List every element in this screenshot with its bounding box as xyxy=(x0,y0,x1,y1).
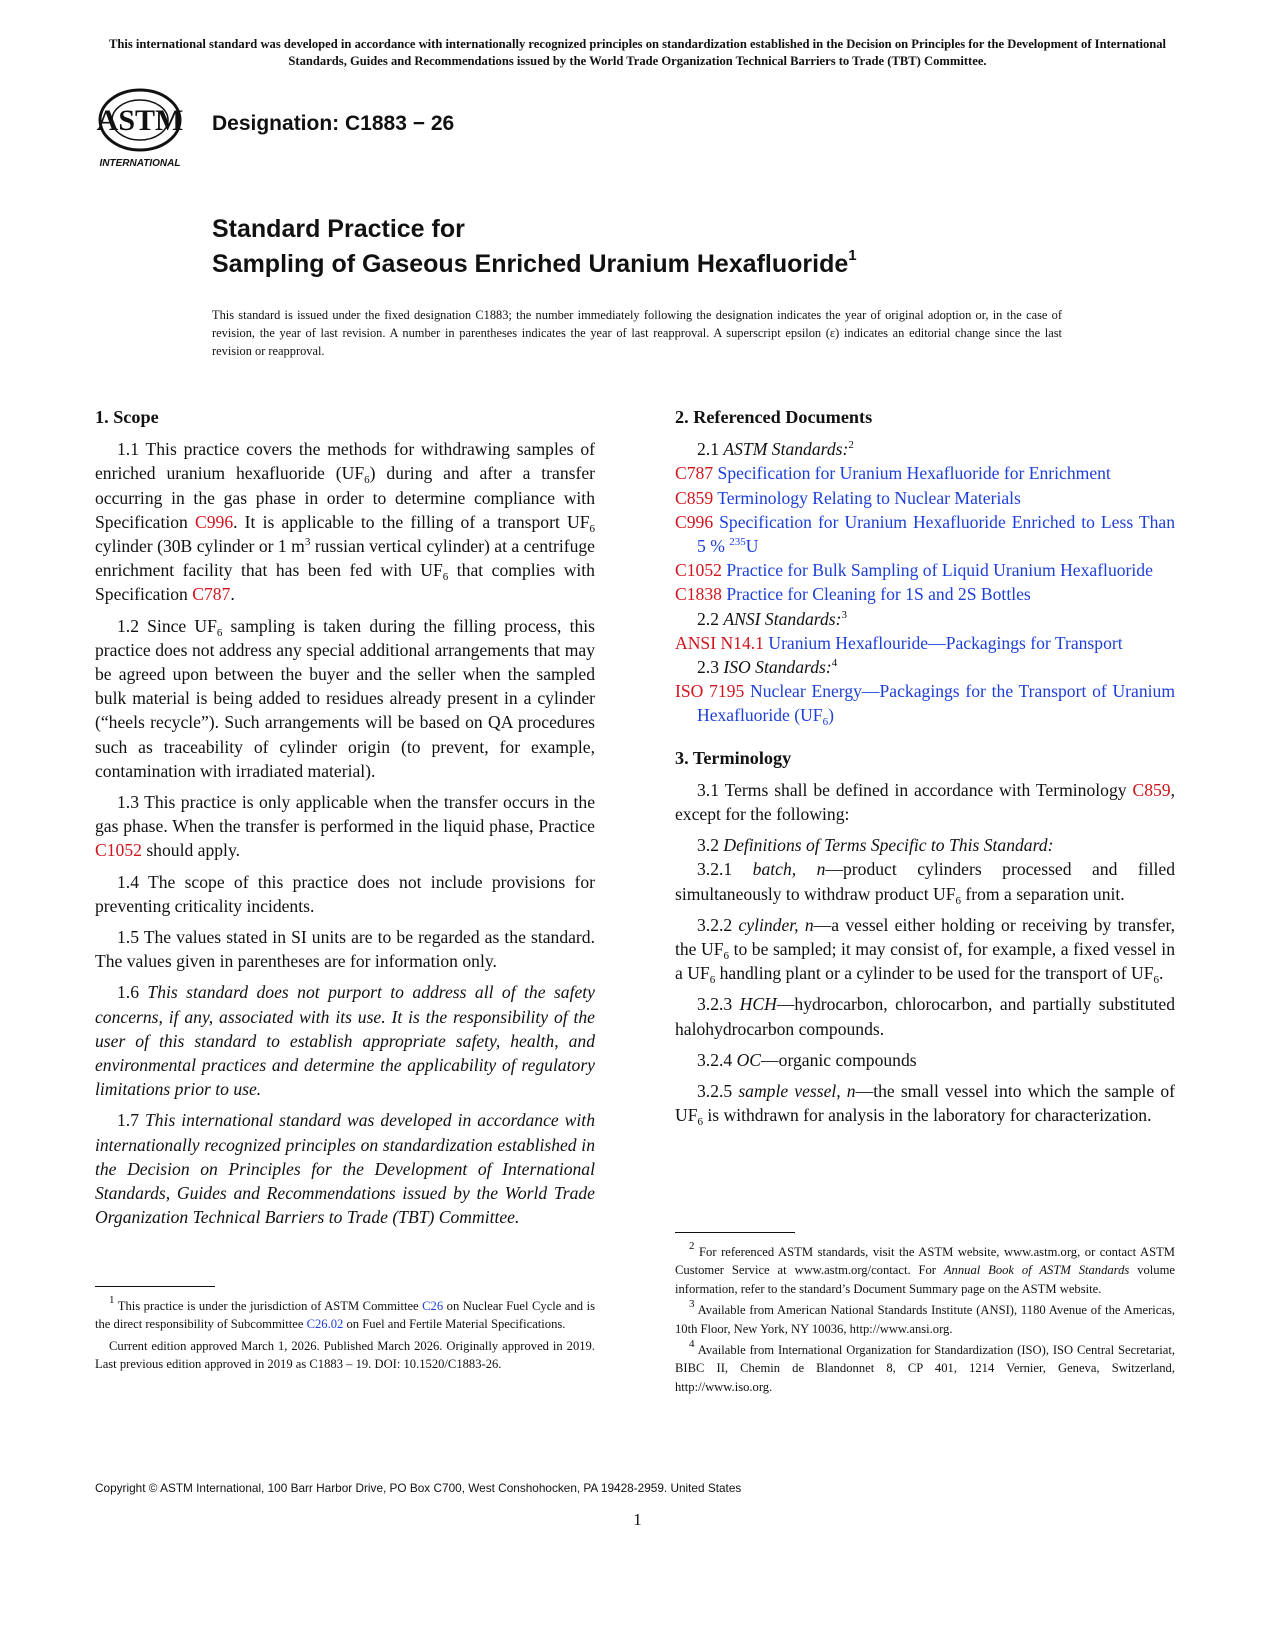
reference-iso-7195[interactable]: ISO 7195 Nuclear Energy—Packagings for the Transport of Uranium Hexafluoride $(UF_6)$ xyxy=(675,681,1176,729)
footnote-3: $^3$ Available from American National Standards Institute (ANSI), 1180 Avenue of the Americas, 10th Floor, New York, NY 10036, http://www.ansi.org. xyxy=(675,1298,1175,1336)
copyright-notice: Copyright © ASTM International, 100 Barr Harbor Drive, PO Box C700, West Conshohocken, PA 19428-2959. United States xyxy=(95,1481,742,1495)
paragraph-1-4: 1.4 The scope of this practice does not include provisions for preventing criticality incidents. xyxy=(95,871,595,916)
top-notice: This international standard was developed in accordance with internationally recognized principles on standardization established in the Decision on Principles for the Development of International Standards, Guides and Recommendations issued by the World Trade Organization Technical Barriers to Trade (TBT) Committee. xyxy=(108,37,1167,68)
link-c26[interactable]: C26 xyxy=(422,1299,444,1313)
reference-ansi-n14-1[interactable]: ANSI N14.1 Uranium Hexaflouride—Packagings for Transport xyxy=(675,632,1123,653)
footnote-1: $^1$ This practice is under the jurisdiction of ASTM Committee C26 on Nuclear Fuel Cycle and is the direct responsibility of Subcommittee C26.02 on Fuel and Fertile Material Specifications. xyxy=(95,1294,595,1332)
footnotes-right xyxy=(675,1232,1175,1399)
definition-cylinder: 3.2.2 cylinder, n—a vessel either holding or receiving by transfer, the $UF_6$ to be sampled; it may consist of, for example, a fixed vessel in a $UF_6$ handling plant or a cylinder to be used for the transport of $UF_6$. xyxy=(675,914,1176,987)
footnote-4: $^4$ Available from International Organization for Standardization (ISO), ISO Central Secretariat, BIBC II, Chemin de Blandonnet 8, CP 401, 1214 Vernier, Geneva, Switzerland, http://www.iso.org. xyxy=(675,1338,1175,1394)
left-column xyxy=(95,405,595,1237)
astm-reference-list xyxy=(675,461,1175,606)
link-c996[interactable]: C996 xyxy=(194,511,234,532)
link-c859[interactable]: C859 xyxy=(1132,779,1171,800)
paragraph-1-3: 1.3 This practice is only applicable when the transfer occurs in the gas phase. When the transfer is performed in the liquid phase, Practice C1052 should apply. xyxy=(95,792,595,861)
title-line1: Standard Practice for xyxy=(212,215,465,243)
section-heading-scope: 1. Scope xyxy=(95,407,159,427)
paragraph-3-1: 3.1 Terms shall be defined in accordance with Terminology C859, except for the following: xyxy=(675,779,1175,825)
reference-c996[interactable]: C996 Specification for Uranium Hexafluoride Enriched to Less Than 5 % $^{235}$U xyxy=(675,511,1176,557)
definition-sample-vessel: 3.2.5 sample vessel, n—the small vessel into which the sample of $UF_6$ is withdrawn for analysis in the laboratory for characterization. xyxy=(675,1081,1175,1129)
definition-hch: 3.2.3 HCH—hydrocarbon, chlorocarbon, and partially substituted halohydrocarbon compounds. xyxy=(675,994,1175,1039)
paragraph-1-1: 1.1 This practice covers the methods for withdrawing samples of enriched uranium hexafluoride $(UF_6)$ during and after a transfer occurring in the gas phase in order to determine compliance with Specification C996. It is applicable to the filling of a transport $UF_6$ cylinder (30B cylinder or 1 $m^3$ russian vertical cylinder) at a centrifuge enrichment facility that has been fed with $UF_6$ that complies with Specification C787. xyxy=(95,439,595,605)
designation: Designation: C1883 − 26 xyxy=(212,112,455,135)
paragraph-1-2: 1.2 Since $UF_6$ sampling is taken during the filling process, this practice does not address any special additional arrangements that may be agreed upon between the buyer and the seller when the sampled bulk material is being added to residues already present in a cylinder (“heels recycle”). Such arrangements will be based on QA procedures such as traceability of cylinder origin (to prevent, for example, contamination with irradiated material). xyxy=(95,615,595,781)
footnote-divider xyxy=(95,1286,215,1287)
footnote-1-edition: Current edition approved March 1, 2026. Published March 2026. Originally approved in 2019. Last previous edition approved in 2019 as C1883 – 19. DOI: 10.1520/C1883-26. xyxy=(95,1338,595,1372)
logo-wordmark: ASTM xyxy=(96,104,184,137)
definition-oc: 3.2.4 OC—organic compounds xyxy=(697,1049,917,1070)
paragraph-1-5: 1.5 The values stated in SI units are to be regarded as the standard. The values given in parentheses are for information only. xyxy=(95,927,595,972)
logo-subtext: INTERNATIONAL xyxy=(99,158,181,169)
paragraph-3-2: 3.2 Definitions of Terms Specific to This Standard: xyxy=(697,835,1054,856)
title-footnote-mark[interactable]: 1 xyxy=(848,247,857,264)
astm-standards-label: 2.1 ASTM Standards:$^2$ xyxy=(697,439,854,460)
issue-note: This standard is issued under the fixed designation C1883; the number immediately following the designation indicates the year of original adoption or, in the case of revision, the year of last revision. A number in parentheses indicates the year of last reapproval. A superscript epsilon (ε) indicates an editorial change since the last revision or reapproval. xyxy=(212,308,1062,358)
astm-international-logo xyxy=(92,84,202,174)
footnote-divider xyxy=(675,1232,795,1233)
iso-standards-label: 2.3 ISO Standards:$^4$ xyxy=(697,657,838,678)
page-title xyxy=(212,212,1172,282)
section-heading-referenced-documents: 2. Referenced Documents xyxy=(675,407,873,427)
footnotes-left xyxy=(95,1286,595,1377)
reference-c1052[interactable]: C1052 Practice for Bulk Sampling of Liquid Uranium Hexafluoride xyxy=(675,560,1153,581)
section-heading-terminology: 3. Terminology xyxy=(675,747,792,768)
paragraph-1-7: 1.7 This international standard was developed in accordance with internationally recognized principles on standardization established in the Decision on Principles for the Development of International Standards, Guides and Recommendations issued by the World Trade Organization Technical Barriers to Trade (TBT) Committee. xyxy=(95,1110,595,1228)
reference-c1838[interactable]: C1838 Practice for Cleaning for 1S and 2S Bottles xyxy=(675,584,1031,605)
reference-c787[interactable]: C787 Specification for Uranium Hexafluoride for Enrichment xyxy=(675,463,1111,484)
link-c1052[interactable]: C1052 xyxy=(95,840,142,861)
ansi-standards-label: 2.2 ANSI Standards:$^3$ xyxy=(697,608,847,629)
reference-c859[interactable]: C859 Terminology Relating to Nuclear Materials xyxy=(675,487,1021,508)
right-column xyxy=(675,405,1175,1134)
page-number: 1 xyxy=(633,1510,642,1529)
link-c787[interactable]: C787 xyxy=(192,584,231,605)
link-c26-02[interactable]: C26.02 xyxy=(306,1317,344,1332)
definition-batch: 3.2.1 batch, n—product cylinders processed and filled simultaneously to withdraw product $UF_6$ from a separation unit. xyxy=(675,859,1175,907)
paragraph-1-6: 1.6 This standard does not purport to address all of the safety concerns, if any, associated with its use. It is the responsibility of the user of this standard to establish appropriate safety, health, and environmental practices and determine the applicability of regulatory limitations prior to use. xyxy=(95,982,595,1100)
footnote-2: $^2$ For referenced ASTM standards, visit the ASTM website, www.astm.org, or contact ASTM Customer Service at www.astm.org/contact. For Annual Book of ASTM Standards volume information, refer to the standard’s Document Summary page on the ASTM website. xyxy=(675,1240,1175,1296)
title-line2: Sampling of Gaseous Enriched Uranium Hexafluoride xyxy=(212,250,849,278)
